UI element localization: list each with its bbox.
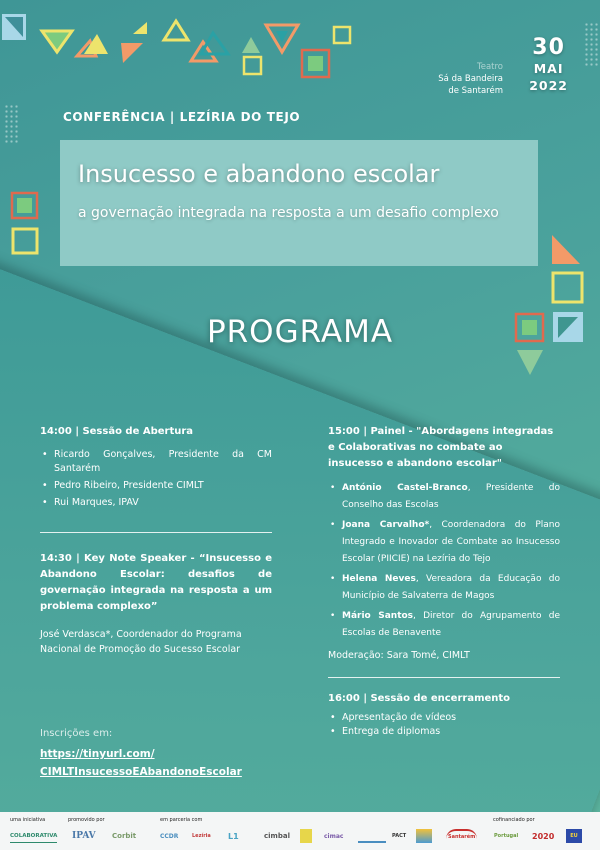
list-item: • Pedro Ribeiro, Presidente CIMLT xyxy=(40,479,272,493)
list-item xyxy=(328,571,560,605)
logo-partner: Lezíria xyxy=(192,833,211,839)
decorative-shapes-top xyxy=(0,0,600,100)
conference-label: CONFERÊNCIA | LEZÍRIA DO TEJO xyxy=(63,110,301,124)
session-heading: 15:00 | Painel - "Abordagens integradas e Colaborativas no combate ao insucesso e abandono escolar" xyxy=(328,426,554,469)
cofunded-label: cofinanciado por xyxy=(493,817,535,823)
page-subtitle: a governação integrada na resposta a um desafio complexo xyxy=(78,205,499,221)
logo-cimbal: cimbal xyxy=(264,832,290,840)
registration-label: Inscrições em: xyxy=(40,728,113,739)
venue-line-2: Sá da Bandeira xyxy=(438,74,503,84)
session-opening xyxy=(40,424,272,510)
logo-partner-sun xyxy=(416,829,432,843)
logo-partner-yellow xyxy=(300,829,312,843)
list-item xyxy=(328,480,560,514)
speaker-role: , Presidente do Conselho das Escolas xyxy=(342,483,560,510)
session-heading: 14:00 | Sessão de Abertura xyxy=(40,426,194,437)
date-year: 2022 xyxy=(529,78,568,93)
logo-ipav: IPAV xyxy=(72,831,96,841)
registration-link-line-1[interactable]: https://tinyurl.com/ xyxy=(40,748,155,760)
logo-initiative: COLABORATIVA xyxy=(10,829,57,843)
event-date xyxy=(529,36,568,94)
logo-pact: PACT xyxy=(392,833,407,839)
list-item: • Ricardo Gonçalves, Presidente da CM Santarém xyxy=(40,448,272,476)
closing-list xyxy=(328,711,560,739)
speaker-name: Joana Carvalho* xyxy=(342,520,430,530)
dot-grid-decoration xyxy=(4,104,18,144)
registration-link-line-2[interactable]: CIMLTInsucessoEAbandonoEscolar xyxy=(40,766,242,778)
speaker-name: Helena Neves xyxy=(342,574,416,584)
list-item: • Entrega de diplomas xyxy=(328,725,560,739)
speaker-role: , Vereadora da Educação do Município de Salvaterra de Magos xyxy=(342,574,560,601)
title-box xyxy=(60,140,538,266)
speaker-role: , Diretor do Agrupamento de Escolas de Benavente xyxy=(342,611,560,638)
registration-link[interactable] xyxy=(40,745,242,781)
program-column-left xyxy=(40,424,272,657)
date-day: 30 xyxy=(532,35,565,60)
moderation: Moderação: Sara Tomé, CIMLT xyxy=(328,650,470,661)
logo-santarem: Santarém xyxy=(446,829,477,843)
list-item: • Rui Marques, IPAV xyxy=(40,496,272,510)
decorative-shapes-left xyxy=(0,180,50,270)
keynote-speaker: José Verdasca*, Coordenador do Programa Nacional de Promoção do Sucesso Escolar xyxy=(40,629,242,655)
speaker-list xyxy=(40,448,272,510)
speaker-role: , Coordenadora do Plano Integrado e Inovador de Combate ao Insucesso Escolar (PIICIE) na Lezíria do Tejo xyxy=(342,520,560,564)
logo-partner-blue xyxy=(358,829,386,843)
venue-line-1: Teatro xyxy=(476,62,503,72)
list-item: • Apresentação de vídeos xyxy=(328,711,560,725)
divider xyxy=(40,532,272,533)
logo-eu: EU xyxy=(566,829,582,843)
session-heading: 14:30 | Key Note Speaker - “Insucesso e Abandono Escolar: desafios de governação integrada na resposta a um problema complexo” xyxy=(40,553,272,612)
venue-info xyxy=(438,61,503,97)
page-title: Insucesso e abandono escolar xyxy=(78,160,440,188)
logo-ccdr: CCDR xyxy=(160,832,179,840)
logo-2020: 2020 xyxy=(532,831,555,841)
list-item xyxy=(328,517,560,568)
section-title: PROGRAMA xyxy=(206,314,394,350)
venue-line-3: de Santarém xyxy=(448,86,503,96)
speaker-name: Mário Santos xyxy=(342,611,414,621)
partnership-label: em parceria com xyxy=(160,817,203,823)
logo-corbit: Corbit xyxy=(112,832,137,840)
date-month: MAI xyxy=(533,61,564,76)
divider xyxy=(328,677,560,678)
session-keynote xyxy=(40,551,272,657)
promoted-label: promovido por xyxy=(68,817,105,823)
logo-l1: L1 xyxy=(228,831,239,841)
session-heading: 16:00 | Sessão de encerramento xyxy=(328,693,511,704)
logo-portugal: Portugal xyxy=(494,833,519,839)
speaker-name: António Castel-Branco xyxy=(342,483,468,493)
session-closing xyxy=(328,691,560,739)
logo-cimac: cimac xyxy=(324,832,344,840)
sponsor-footer xyxy=(0,812,600,850)
session-panel xyxy=(328,424,560,663)
program-column-right xyxy=(328,424,560,742)
initiative-label: uma iniciativa xyxy=(10,817,46,823)
panel-speaker-list xyxy=(328,480,560,642)
list-item xyxy=(328,608,560,642)
